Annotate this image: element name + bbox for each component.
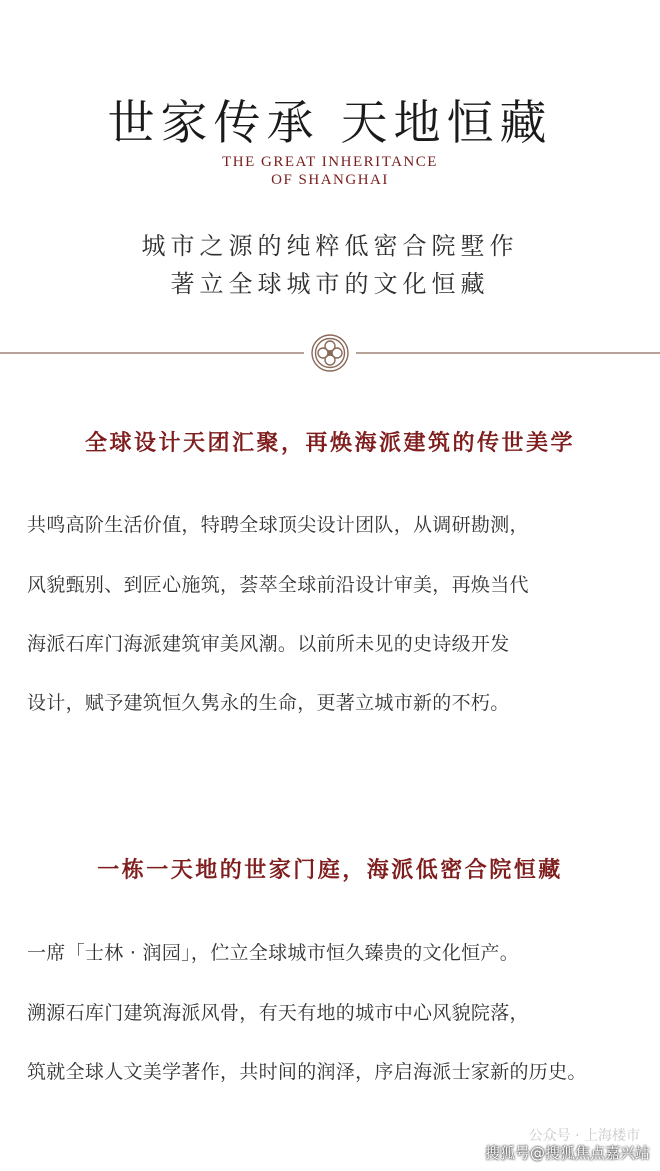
paragraph-line: 一席「士林 · 润园」，伫立全球城市恒久臻贵的文化恒产。	[27, 942, 520, 964]
paragraph-line: 共鸣高阶生活价值，特聘全球顶尖设计团队，从调研勘测，	[27, 514, 529, 536]
ornament-medallion-icon	[312, 335, 348, 371]
paragraph-line: 溯源石库门建筑海派风骨，有天有地的城市中心风貌院落，	[27, 1002, 529, 1024]
subtitle-line1: 城市之源的纯粹低密合院墅作	[141, 232, 519, 260]
page-title: 世家传承 天地恒藏	[107, 96, 553, 151]
paragraph-line: 风貌甄别、到匠心施筑，荟萃全球前沿设计审美，再焕当代	[27, 574, 529, 596]
section-heading-design: 全球设计天团汇聚，再焕海派建筑的传世美学	[84, 431, 575, 456]
section-heading-courtyard: 一栋一天地的世家门庭，海派低密合院恒藏	[97, 858, 563, 883]
watermark: 搜狐号@搜狐焦点嘉兴站	[484, 1144, 650, 1162]
paragraph-line: 海派石库门海派建筑审美风潮。以前所未见的史诗级开发	[27, 633, 510, 655]
page-title-english-line1: THE GREAT INHERITANCE	[222, 154, 438, 170]
section-divider	[0, 328, 660, 378]
page-title-english-line2: OF SHANGHAI	[271, 172, 389, 188]
watermark-faint: 公众号 · 上海楼市	[528, 1128, 640, 1144]
subtitle-line2: 著立全球城市的文化恒藏	[170, 270, 490, 298]
paragraph-line: 设计，赋予建筑恒久隽永的生命，更著立城市新的不朽。	[27, 692, 510, 714]
paragraph-line: 筑就全球人文美学著作，共时间的润泽，序启海派士家新的历史。	[27, 1061, 587, 1083]
